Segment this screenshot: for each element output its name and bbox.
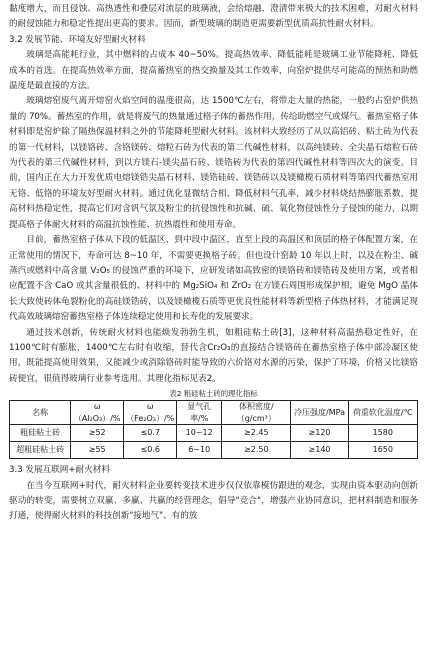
table-cell: 粗硅粘土砖 (10, 425, 71, 442)
table-cell: 6~10 (177, 442, 222, 459)
body-paragraph: 玻璃熔窑废气离开熔窑火焰空间的温度很高，达 1500℃左右，将带走大量的热能，一般约占窑炉供热量的 70%。蓄热室的作用，就是将废气的热量通过格子体的蓄热作用，传给助燃空气或煤气。蓄热室格子体材料即是窑炉除了隔热保温材料之外的节能降耗型耐火材料。该材料大致经历了从以高铝砖、粘土砖为代表的第一代材料，以镁铬砖、含铬镁砖、熔粒石砖为代表的第二代碱性材料，以高纯镁砖、全尖晶石熔粒石砖为代表的第三代碱性材料，到以方镁石-镁尖晶石砖、镁锆砖为代表的第四代碱性材料等四次大的演变。目前，国内正在大力开发优质电熔镁锆尖晶石材料、镁锆硅砖、镁锆砖以及镁橄榄石质材料等第四代蓄热室用无铬、低铬的环境友好型耐火材料。通过优化显微结合相、降低材料气孔率，减少材料烧结热膨胀系数，提高材料热稳定性，提高它们对含钒气氛及粉尘的抗侵蚀性和抗碱、硫、氧化物侵蚀性分子侵蚀的能力，以期提高格子体耐火材料的高温抗蚀性能、抗热震性和使用寿命。 (9, 96, 418, 230)
table-header-cell: ω（Al₂O₃）/% (71, 401, 124, 425)
table-row (10, 442, 418, 459)
table-cell: ≥52 (71, 425, 124, 442)
table-cell: ≤0.6 (124, 442, 177, 459)
table-cell: ≥2.50 (222, 442, 291, 459)
body-paragraph: 目前，蓄热室格子体从下段的低温区、到中段中温区，直至上段的高温区和顶层的格子体配置方案，在正常使用的情况下，寿命可达 8~10 年，不需要更换格子砖。但也设计窑龄 10 年以上时，以及在粉尘、碱蒸汽或燃料中高含量 V₂O₅ 的侵蚀严重的环境下，应研发诸如高致密的镁铬砖和镁锆砖及使用方案，或者相应配置不含 CaO 或其含量很低的、材料中的 Mg₂SiO₄ 和 ZrO₂ 在方镁石周围形成保护相，避免 MgO 晶体长大致使砖体龟裂粉化的高硅镁锆砖，以及镁橄榄石质等更优良性能材料等新型格子体热材料，才能满足现代高效玻璃熔窑蓄热室格子体连续稳定使用和长寿化的发展要求。 (9, 235, 418, 323)
table-header-cell: 体积密度/（g/cm³） (222, 401, 291, 425)
table-header-cell: 显气孔率/% (177, 401, 222, 425)
table-cell: 超粗硅粘土砖 (10, 442, 71, 459)
table-header-cell: 名称 (10, 401, 71, 425)
section-heading-3-2: 3.2 发展节能、环境友好型耐火材料 (9, 34, 146, 45)
table-header-cell: ω（Fe₂O₃）/% (124, 401, 177, 425)
table-cell: ≥55 (71, 442, 124, 459)
table-cell: ≥2.45 (222, 425, 291, 442)
properties-table (9, 400, 418, 459)
table-cell: ≥140 (291, 442, 348, 459)
body-paragraph: 在当今互联网+时代，耐火材料企业要转变技术进步仅仅依靠模仿跟进的观念，实现由资本驱动向创新驱动的转变，需要树立双赢、多赢、共赢的经营理念，倡导"竞合"，增强产业协同意识，把材料制造和服务打通，使得耐火材料的科技创新"接地气"、有的放 (9, 480, 418, 522)
table-cell: 1650 (348, 442, 417, 459)
table-header-cell: 冷压强度/MPa (291, 401, 348, 425)
table-row (10, 425, 418, 442)
section-heading-3-3: 3.3 发展互联网+耐火材料 (9, 465, 110, 476)
table-cell: ≥120 (291, 425, 348, 442)
body-paragraph: 玻璃是高能耗行业，其中燃料的占成本 40~50%。提高热效率、降低能耗是玻璃工业节能降耗、降低成本的首选。在提高热效率方面，提高蓄热室的热交换量及其工作效率，向窑炉提供尽可能高的预热和助燃温度是最直接的方法。 (9, 50, 418, 92)
table-header-row (10, 401, 418, 425)
body-paragraph: 黏度增大，而且侵蚀、高热透性和叠层对流层的玻璃液，会给熔融、澄清带来极大的技术困难，对耐火材料的耐侵蚀能力和稳定性提出更高的要求。因而，新型玻璃的制造更需要新型优质高抗性耐火材料。 (9, 4, 418, 30)
body-paragraph: 通过技术创新，传统耐火材料也能焕发勃勃生机，如粗硅粘土砖[3]，这种材料高温热稳定性好，在1100℃时有膨胀，1400℃左右时有收缩，替代含Cr₂O₃的直接结合镁铬砖在蓄热室格子体中部冷凝区使用，既能提高使用效果，又能减少或消除铬砖时能导致的六价铬对水源的污染，保护了环境，价格又比镁铬砖便宜，很值得玻璃行业参考选用。其理化指标见表2。 (9, 327, 418, 384)
table-cell: 1580 (348, 425, 417, 442)
table-caption: 表2 粗硅粘土砖的理化指标 (169, 389, 258, 399)
table-header-cell: 荷重软化温度/℃ (348, 401, 417, 425)
table-cell: 10~12 (177, 425, 222, 442)
table-cell: ≤0.7 (124, 425, 177, 442)
